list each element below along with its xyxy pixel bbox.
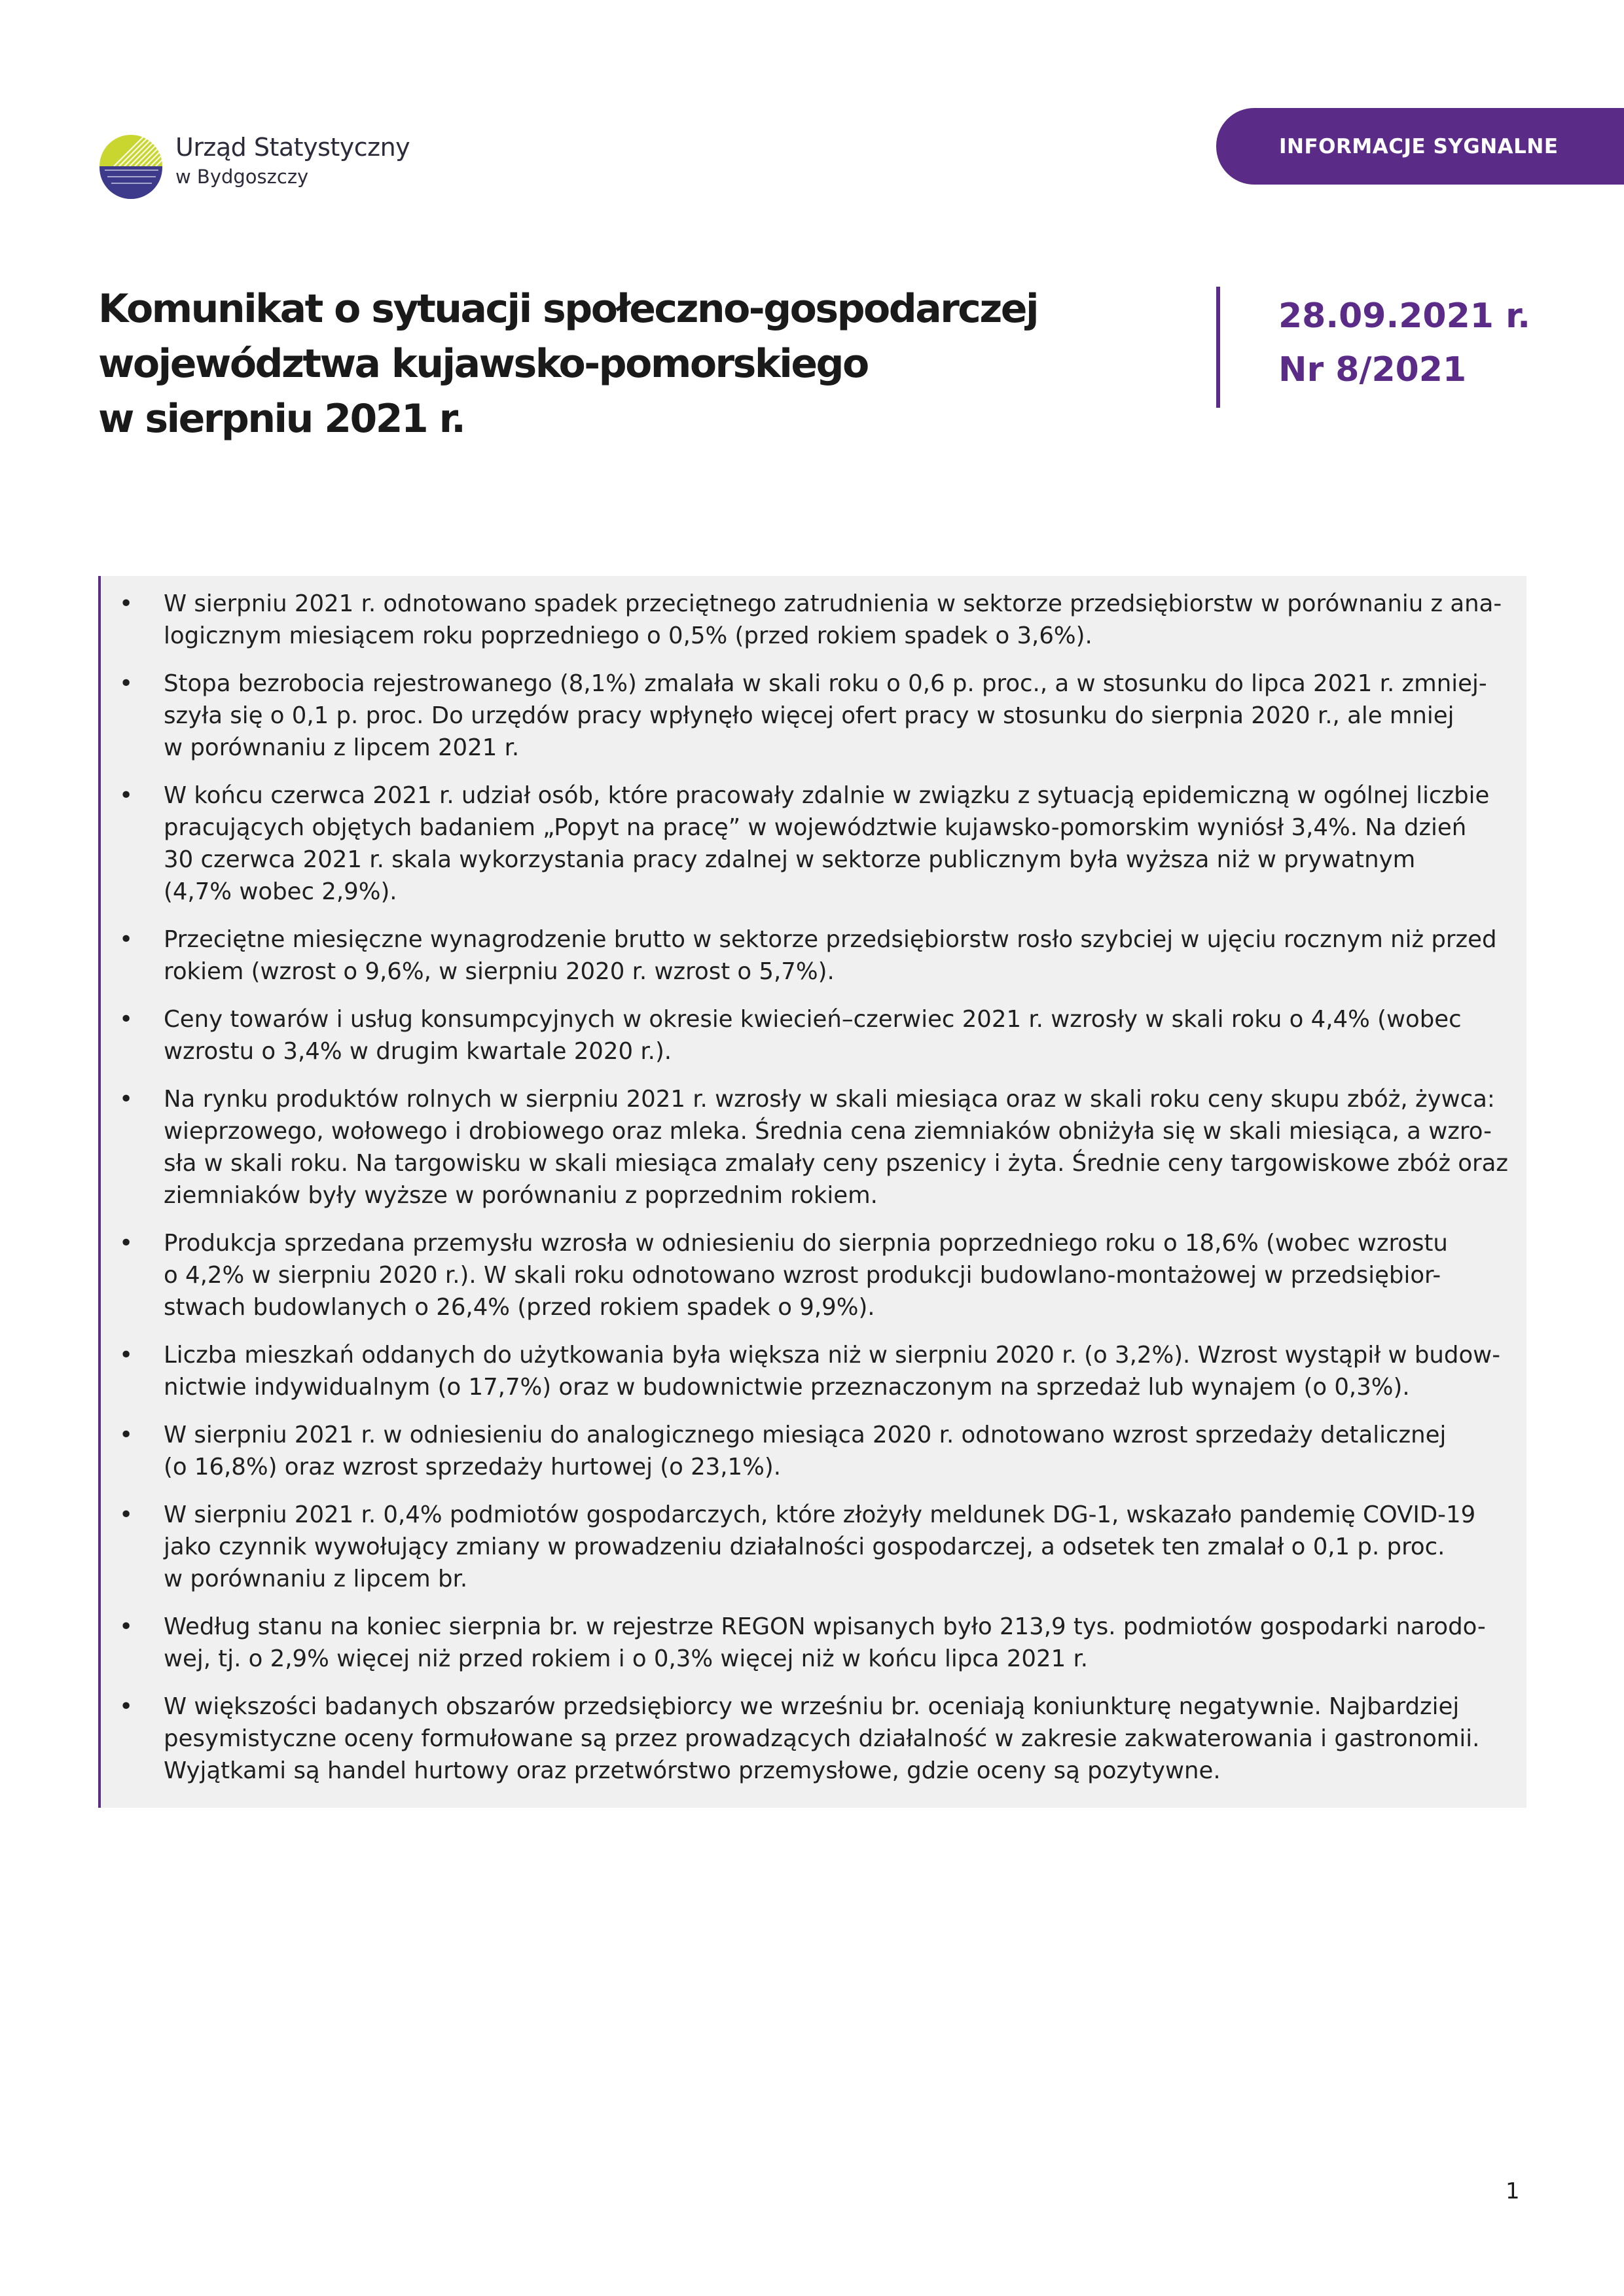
item-line: Stopa bezrobocia rejestrowanego (8,1%) zmalała w skali roku o 0,6 p. proc., a w stosunku do lipca 2021 r. zmniej- [164,670,1487,697]
list-item [101,780,1500,908]
statistics-office-logo-icon [98,117,170,215]
item-line: wieprzowego, wołowego i drobiowego oraz mleka. Średnia cena ziemniaków obniżyła się w skali miesiąca, a wzro- [164,1118,1492,1145]
logo-text [175,131,410,190]
item-line: Przeciętne miesięczne wynagrodzenie brutto w sektorze przedsiębiorstw rosło szybciej w ujęciu rocznym niż przed [164,926,1497,953]
title-line: w sierpniu 2021 r. [98,396,465,442]
item-line: jako czynnik wywołujący zmiany w prowadzeniu działalności gospodarczej, a odsetek ten zmalał o 0,1 p. proc. [164,1534,1445,1560]
bullet-icon: • [119,1006,134,1033]
bullet-icon: • [119,1613,134,1640]
bullet-icon: • [119,670,134,697]
page-title [98,281,1159,446]
bullet-icon: • [119,1342,134,1369]
list-item [101,668,1500,764]
publication-meta [1278,289,1530,397]
bullet-icon: • [119,782,134,809]
title-line: województwa kujawsko-pomorskiego [98,341,868,387]
item-line: W końcu czerwca 2021 r. udział osób, które pracowały zdalnie w związku z sytuacją epidemiczną w ogólnej liczbie [164,782,1490,809]
item-line: W sierpniu 2021 r. 0,4% podmiotów gospodarczych, które złożyły meldunek DG-1, wskazało pandemię COVID-19 [164,1501,1476,1528]
list-item [101,1611,1500,1675]
logo-name: Urząd Statystyczny [175,133,410,162]
bullet-icon: • [119,1230,134,1257]
bullet-icon: • [119,1422,134,1448]
logo-city: w Bydgoszczy [175,166,309,188]
item-line: nictwie indywidualnym (o 17,7%) oraz w budownictwie przeznaczonym na sprzedaż lub wynajem (o 0,3%). [164,1374,1410,1401]
bullet-icon: • [119,926,134,953]
bullet-icon: • [119,590,134,617]
title-line: Komunikat o sytuacji społeczno-gospodarczej [98,286,1038,332]
header-divider [1216,287,1220,408]
item-line: logicznym miesiącem roku poprzedniego o 0,5% (przed rokiem spadek o 3,6%). [164,622,1092,649]
summary-box [98,576,1526,1808]
item-line: ziemniaków były wyższe w porównaniu z poprzednim rokiem. [164,1182,878,1209]
list-item [101,1499,1500,1595]
item-line: w porównaniu z lipcem br. [164,1566,468,1592]
page-number: 1 [1506,2178,1520,2204]
item-line: pesymistyczne oceny formułowane są przez prowadzących działalność w zakresie zakwaterowania i gastronomii. [164,1725,1480,1752]
bullet-icon: • [119,1693,134,1720]
item-line: Wyjątkami są handel hurtowy oraz przetwórstwo przemysłowe, gdzie oceny są pozytywne. [164,1757,1221,1784]
list-item [101,1419,1500,1483]
item-line: Na rynku produktów rolnych w sierpniu 2021 r. wzrosły w skali miesiąca oraz w skali roku ceny skupu zbóż, żywca: [164,1086,1495,1113]
item-line: stwach budowlanych o 26,4% (przed rokiem spadek o 9,9%). [164,1294,875,1321]
item-line: pracujących objętych badaniem „Popyt na pracę” w województwie kujawsko-pomorskim wyniósł 3,4%. Na dzień [164,814,1467,841]
list-item [101,1003,1500,1067]
bullet-icon: • [119,1501,134,1528]
item-line: sła w skali roku. Na targowisku w skali miesiąca zmalały ceny pszenicy i żyta. Średnie ceny targowiskowe zbóż oraz [164,1150,1508,1177]
item-line: W sierpniu 2021 r. odnotowano spadek przeciętnego zatrudnienia w sektorze przedsiębiorstw w porównaniu z ana- [164,590,1502,617]
item-line: W sierpniu 2021 r. w odniesieniu do analogicznego miesiąca 2020 r. odnotowano wzrost sprzedaży detalicznej [164,1422,1447,1448]
institution-logo [98,117,465,215]
item-line: 30 czerwca 2021 r. skala wykorzystania pracy zdalnej w sektorze publicznym była wyższa niż w prywatnym [164,846,1416,873]
item-line: (4,7% wobec 2,9%). [164,878,397,905]
list-item [101,1227,1500,1323]
publication-number: Nr 8/2021 [1278,350,1467,389]
list-item [101,1339,1500,1403]
publication-type-label: INFORMACJE SYGNALNE [1279,134,1559,158]
item-line: (o 16,8%) oraz wzrost sprzedaży hurtowej (o 23,1%). [164,1454,781,1480]
item-line: szyła się o 0,1 p. proc. Do urzędów pracy wpłynęło więcej ofert pracy w stosunku do sierpnia 2020 r., ale mniej [164,702,1454,729]
item-line: o 4,2% w sierpniu 2020 r.). W skali roku odnotowano wzrost produkcji budowlano-montażowej w przedsiębior- [164,1262,1441,1289]
item-line: wej, tj. o 2,9% więcej niż przed rokiem i o 0,3% więcej niż w końcu lipca 2021 r. [164,1645,1089,1672]
item-line: rokiem (wzrost o 9,6%, w sierpniu 2020 r. wzrost o 5,7%). [164,958,835,985]
item-line: Według stanu na koniec sierpnia br. w rejestrze REGON wpisanych było 213,9 tys. podmiotów gospodarki narodo- [164,1613,1486,1640]
publication-date: 28.09.2021 r. [1278,296,1531,336]
list-item [101,1083,1508,1211]
summary-list [101,588,1508,1787]
item-line: w porównaniu z lipcem 2021 r. [164,734,520,761]
list-item [101,924,1500,988]
item-line: Produkcja sprzedana przemysłu wzrosła w odniesieniu do sierpnia poprzedniego roku o 18,6% (wobec wzrostu [164,1230,1448,1257]
publication-type-tag [1216,108,1624,185]
item-line: Ceny towarów i usług konsumpcyjnych w okresie kwiecień–czerwiec 2021 r. wzrosły w skali roku o 4,4% (wobec [164,1006,1462,1033]
item-line: Liczba mieszkań oddanych do użytkowania była większa niż w sierpniu 2020 r. (o 3,2%). Wzrost wystąpił w budow- [164,1342,1501,1369]
list-item [101,1691,1500,1787]
item-line: wzrostu o 3,4% w drugim kwartale 2020 r.). [164,1038,672,1065]
list-item [101,588,1500,652]
bullet-icon: • [119,1086,134,1113]
item-line: W większości badanych obszarów przedsiębiorcy we wrześniu br. oceniają koniunkturę negatywnie. Najbardziej [164,1693,1460,1720]
